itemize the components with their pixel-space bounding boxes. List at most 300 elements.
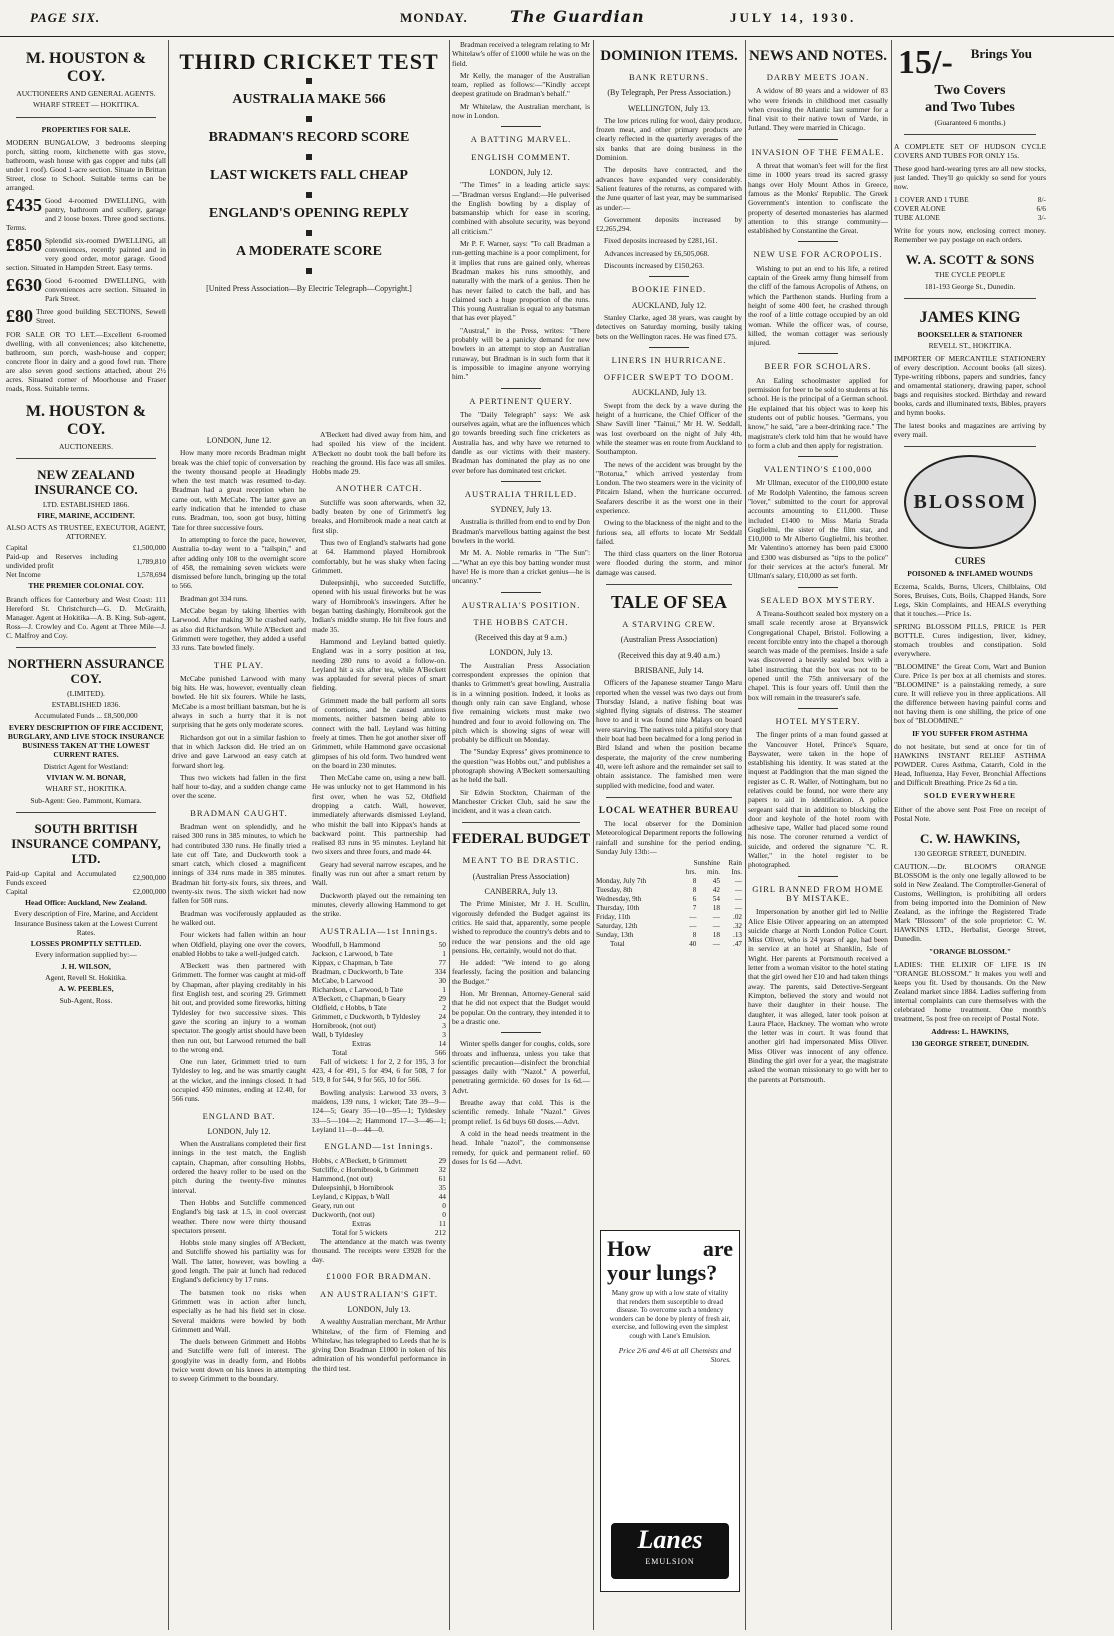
insurance-services: ALSO ACTS AS TRUSTEE, EXECUTOR, AGENT, ATTORNEY. [6,522,166,542]
insurance-financials [6,543,166,579]
text-cell: Good 4-roomed DWELLING, with pantry, bathroom and scullery, garage and 2 loose boxes. Three good sections. Terms. [6,195,166,232]
insurance-established: ESTABLISHED 1836. [51,699,121,709]
scorecard-heading: AUSTRALIA—1st Innings. [319,925,439,936]
article-paragraph: "The Times" in a leading article says:—"Bradman versus England:—He pulverised the English bowling by a display of batsmanship which for ease in scoring, combined with absolute security, was beyond all criticism." [452,180,590,236]
text-cell: 212 [434,1227,446,1237]
article-deck: LAST WICKETS FALL CHEAP [209,168,408,183]
insurance-agent-address: WHARF ST., HOKITIKA. [45,784,127,794]
section-heading: LINERS IN HURRICANE. [611,354,727,365]
insurance-established: LTD. ESTABLISHED 1866. [42,500,130,510]
article-paragraph: How many more records Bradman might break was the chief topic of conversation by the twenty thousand people at Headingly when the test match was resumed to-day. Bradman had a great reception when he came out, with McCabe. The latter gave an early indication that he intended to chase runs. Bradman, too, soon got busy, hitting Tate for three successive fours. [172,448,306,532]
article-paragraph: "Austral," in the Press, writes: "There probably will be a panicky demand for new bowlers in an attempt to stop an Australian runaway, but Bradman is in such form that it is impossible to imagine anyone worrying him." [452,325,590,382]
column-rule [745,40,746,1630]
advertisement-text: Breathe away that cold. This is the scientific remedy. Inhale "Nazol." Gives prompt relief. 1s 6d buys 60 doses.—Advt. [452,1098,590,1126]
weather-row [596,895,742,904]
text-cell: Good 6-roomed DWELLING, with conveniences acre section. Situated in Park Street. [45,275,166,303]
article-paragraph: The "Sunday Express" gives prominence to the question "was Hobbs out," and publishes a photograph showing A'Beckett somersaulting as he held the ball. [452,747,590,785]
text-cell: Grimmett, c Duckworth, b Tyldesley [312,1011,421,1021]
article-paragraph: Duckworth played out the remaining ten minutes, cleverly allowing Hammond to get the strike. [312,890,446,919]
insurance-tagline: THE PREMIER COLONIAL COY. [28,581,144,591]
text-cell: hrs. [685,868,697,877]
section-heading: ANOTHER CATCH. [335,483,423,494]
article-credit: (Australian Press Association) [472,871,570,881]
score-row [312,1003,446,1012]
text-cell: 1 [442,948,446,958]
article-paragraph: A Treana-Southcott sealed box mystery on a small scale recently arose at Bryanswick Congregational Chapel, Bristol. Following a recent forcible entry into the chapel a thorough search was made of the premises. Inside a safe was discovered a heavily sealed box with a label instructing that the box was not to be opened until the 75th anniversary of the chapel. This is four years off. Until then the box will remain in the treasurer's safe. [748,608,888,702]
text-cell: Wednesday, 9th [596,895,642,904]
bowling-analysis: Bowling analysis: Larwood 33 overs, 3 maidens, 139 runs, 1 wicket; Tate 39—9—124—5; Geary 35—10—95—1; Tyldesley 33—5—104—2; Hammond 17—3—46—1; Leyland 11—0—44—0. [312,1087,446,1134]
article-dateline: LONDON, July 13. [489,648,553,658]
text-cell: Total [332,1047,348,1057]
text-cell: .13 [733,931,742,940]
text-cell: 8 [692,886,697,895]
text-cell: 11 [438,1218,446,1228]
article-paragraph: An Ealing schoolmaster applied for permission for beer to be sold to students at his school. He is the principal of a German school. He explained that his object was to keep his students out of public houses. "Germans, you know," he said, "are a beer-drinking race." The magistrate's clerk told him that he would have to form a club and then apply for registration. [748,375,888,450]
text-cell: 30 [438,975,446,985]
article-dateline: SYDNEY, July 13. [490,505,552,515]
firm-address: 181-193 George St., Dunedin. [924,281,1016,291]
article-paragraph: Then McCabe came on, using a new ball. He was unlucky not to get Hammond in his first over, when he was 52, Oldfield dropping a catch. Wall, however, immediately afterwards dismissed Leyland, who mishit the ball into Kippax's hands at backward point. This partnership had realised 83 runs in 95 minutes. Leyland hit two sixers and three fours, and made 44. [312,773,446,857]
masthead-day: MONDAY. [400,10,468,25]
section-heading: £1000 FOR BRADMAN. [326,1271,432,1282]
article-dateline: LONDON, June 12. [206,436,272,445]
advertisement-body: The latest books and magazines are arriving by every mail. [894,421,1046,440]
text-cell: — [734,886,742,895]
text-cell: .47 [733,940,742,949]
advertisement-headline: How are your lungs? [607,1236,733,1285]
section-subheading: AN AUSTRALIAN'S GIFT. [319,1288,438,1299]
article-credit: (By Telegraph, Per Press Association.) [607,88,731,98]
text-cell: 44 [438,1191,446,1201]
text-cell: 334 [434,966,446,976]
text-cell: Extras [352,1218,371,1228]
section-heading: A BATTING MARVEL. [470,134,572,145]
section-heading: SEALED BOX MYSTERY. [760,594,876,605]
section-heading: AUSTRALIA THRILLED. [464,488,578,499]
column-3-articles [452,40,590,1630]
insurance-company-name: SOUTH BRITISH INSURANCE COMPANY, LTD. [11,820,161,866]
advertisement-body: Eczema, Scalds, Burns, Ulcers, Chilblains, Old Sores, Bruises, Cuts, Boils, Chapped Hands, Sore Legs, Skin Complaints, and HEALS everything that it touches.—Price 1s. [894,582,1046,619]
insurance-funds: Accumulated Funds ... £8,500,000 [34,711,138,721]
advertisement-body: do not hesitate, but send at once for tin of HAWKINS INSTANT RELIEF ASTHMA POWDER. Cures Asthma, Catarrh, Cold in the Head, Influenza, Hay Fever, Bronchial Affections and Difficult Breathing. Price 2s 6d a tin. [894,742,1046,788]
text-cell: 29 [438,993,446,1003]
score-row [312,1219,446,1228]
text-cell: Sutcliffe, c Hornibrook, b Grimmett [312,1164,419,1174]
property-listing [6,307,166,326]
cricket-column-left [172,430,306,1387]
article-paragraph: Sutcliffe was soon afterwards, when 32, badly beaten by one of Grimmett's leg breaks, and Hornibrook made a neat catch at first slip. [312,497,446,535]
article-paragraph: A threat that woman's feet will for the first time in 1000 years tread its sacred grassy hangs over Holy Mount Athos in Greece, famous as the Monks' Republic. The Greek Government's intention to confiscate the property of deserted monasteries has alarmed attention to this strange community—established by Constantine the Great. [748,161,888,236]
score-row [312,1165,446,1174]
score-total-row [312,1048,446,1057]
insurance-head-office: Head Office: Auckland, New Zealand. [25,897,147,907]
text-cell: 1,578,694 [136,570,166,580]
weather-row [596,931,742,940]
article-credit: (Australian Press Association) [620,635,718,645]
cricket-article [172,40,446,1630]
text-cell: Saturday, 12th [596,922,638,931]
firm-name: W. A. SCOTT & SONS [905,252,1035,268]
text-cell: Capital [6,886,28,896]
firm-subtitle: BOOKSELLER & STATIONER [917,329,1023,339]
text-cell: — [689,913,697,922]
advertisement-heading: CURES [954,556,986,567]
article-paragraph: Australia is thrilled from end to end by Don Bradman's marvellous batting against the best bowlers in the world. [452,517,590,546]
article-dateline: CANBERRA, July 13. [484,887,558,897]
firm-subtitle: AUCTIONEERS. [59,441,113,451]
text-cell: Capital [6,543,28,553]
firm-name: M. HOUSTON & COY. [25,50,147,85]
section-heading: THE PLAY. [213,659,265,670]
property-listing [6,138,166,192]
text-cell: Paid-up and Reserves including undivided profit [6,552,118,571]
article-headline: DOMINION ITEMS. [600,48,738,64]
text-cell: Tuesday, 8th [596,886,633,895]
text-cell: Jackson, c Larwood, b Tate [312,948,393,958]
text-cell: 3 [442,1029,446,1039]
advertisement-body: LADIES: THE ELIXIR OF LIFE IS IN "ORANGE BLOSSOM." It makes you well and keeps you fit. Used by thousands. On the New Zealand market since 1884. Ladies suffering from internal complaints can cure themselves with the celebrated home treatment. One month's treatment, 5s post free on receipt of Postal Note. [894,960,1046,1024]
insurance-tagline: LOSSES PROMPTLY SETTLED. [30,939,142,949]
firm-name: M. HOUSTON & COY. [25,402,147,438]
text-cell: Hornibrook, (not out) [312,1020,376,1030]
score-row [312,958,446,967]
article-paragraph: Hobbs stole many singles off A'Beckett, and Sutcliffe showed his partiality was for Wall. The latter, however, was bowling a good length. The pair at lunch had reduced England's deficiency by 17 runs. [172,1238,306,1285]
text-cell: Total for 5 wickets [332,1227,388,1237]
article-paragraph: Impersonation by another girl led to Nellie Alice Elsie Oliver appearing on an attempted suicide charge at North London Police Court. Miss Oliver, who is 24 years of age, had been in service at an hotel at Shanklin, Isle of Wight. Her parents at Portsmouth received a letter from a woman visitor to the hotel stating that the girl owed her £10 and had taken things away. The parents, said Detective-Sergeant Kimpton, believed the story and would not have their daughter in their house. The daughter, it was alleged, later took poison at Laura Place, Hackney. The woman who wrote the letter was in court. It was found that another girl had impersonated Miss Oliver. Miss Oliver was innocent of any offence. Binding the girl over for a year, the magistrate asked the woman missionary to go with her to the parents at Portsmouth. [748,907,888,1084]
advertisement-body: Either of the above sent Post Free on receipt of Postal Note. [894,804,1046,823]
firm-subtitle: AUCTIONEERS AND GENERAL AGENTS. [16,89,156,98]
text-cell: 45 [712,877,720,886]
advertisement-tagline: Brings You [970,46,1033,61]
text-cell: Extras [352,1038,371,1048]
insurance-financials [6,869,166,896]
text-cell: 566 [434,1047,446,1057]
masthead [0,0,1114,37]
column-6-advertisements [894,40,1046,1630]
article-paragraph: Thus two wickets had fallen in the first half hour to-day, and a sudden change came over the scene. [172,772,306,801]
price-row [894,213,1046,222]
text-cell: — [712,940,720,949]
advertisement-guarantee: (Guaranteed 6 months.) [934,118,1006,127]
firm-address: Address: L. HAWKINS, [931,1027,1009,1037]
section-heading: BRADMAN CAUGHT. [190,807,288,818]
article-paragraph: Bradman got 334 runs. [180,593,248,603]
article-dateline: AUCKLAND, July 13. [631,388,707,398]
firm-address: 130 GEORGE STREET, DUNEDIN. [911,1038,1029,1048]
insurance-description: EVERY DESCRIPTION OF FIRE ACCIDENT, BURGLARY, AND LIVE STOCK INSURANCE BUSINESS TAKEN AT THE LOWEST CURRENT RATES. [7,722,165,760]
section-subheading: OFFICER SWEPT TO DOOM. [603,372,735,383]
article-paragraph: One run later, Grimmett tried to turn Tyldesley to leg, and he was smartly caught at the wicket, and the innings closed. It had occupied 450 minutes, ending at 12.40, for 566 runs. [172,1057,306,1104]
advertisement-body: SPRING BLOSSOM PILLS, PRICE 1s PER BOTTLE. Cures indigestion, liver, kidney, stomach troubles and constipation. Sold everywhere. [894,622,1046,659]
firm-address: REVELL ST., HOKITIKA. [928,341,1012,351]
text-cell: 77 [438,957,446,967]
hudson-cycle-advertisement [894,40,1046,291]
text-cell: COVER ALONE [894,204,946,214]
section-heading: GIRL BANNED FROM HOME BY MISTAKE. [752,883,884,903]
text-cell: A'Beckett, c Chapman, b Geary [312,993,406,1003]
section-heading: INVASION OF THE FEMALE. [751,146,885,157]
text-cell: 1,789,810 [136,556,166,566]
insurance-lines: FIRE, MARINE, ACCIDENT. [37,511,135,521]
score-row [312,967,446,976]
insurance-agent-label: District Agent for Westland: [43,761,129,771]
score-row [312,1039,446,1048]
section-heading: BEER FOR SCHOLARS. [764,361,872,372]
text-cell: — [712,922,720,931]
article-paragraph: The finger prints of a man found gassed at the Vancouver Hotel, Prince's Square, Bayswater, were taken in the hope of establishing his identity. It was stated at the inquest at Paddington that the man signed the register as C. R. Waller, of Nottingham, but no relatives could be found, nor were there any papers to aid in identification. A police sergeant said that in addition to blocking the door and keyhole of the hotel room with adhesive tape, Waller had placed some round his nose. The coroner returned a verdict of suicide, and ordered the signature "C. R. Waller," in the hotel register to be photographed. [748,730,888,870]
article-paragraph: In attempting to force the pace, however, Australia to-day went to a "tailspin," and after adding only 108 to the overnight score of 458, the remaining seven wickets were dismissed before lunch, bringing up the total to 566. [172,534,306,591]
article-paragraph: The duels between Grimmett and Hobbs and Sutcliffe were full of interest. The googlyite was in deadly form, and Hobbs twice went down on his knees in attempting to sweep Grimmett to the boundary. [172,1337,306,1384]
text-cell: 1 COVER AND 1 TUBE [894,195,969,205]
text-cell: MODERN BUNGALOW, 3 bedrooms sleeping porch, sitting room, kitchenette with gas stove, bathroom, wash house with gas copper and tubs (all under 1 roof). Good 1-acre section. Situate in Brittan Street, close to School. Suitable terms can be arranged. [6,137,166,192]
text-cell: £850 [6,234,42,255]
text-cell: Ins. [731,868,742,877]
insurance-agent-name: J. H. WILSON, [61,961,111,971]
advertisement-body: Write for yours now, enclosing correct money. Remember we pay postage on each orders. [894,226,1046,245]
article-paragraph: The low prices ruling for wool, dairy produce, frozen meat, and other primary products are clearly reflected in the quarterly averages of the six banks that are doing business in the Dominion. [596,115,742,163]
column-4-dominion-items [596,40,742,1630]
article-paragraph: Thus two of England's stalwarts had gone at 64. Hammond played Hornibrook comfortably, but he was shaky when facing Grimmett. [312,537,446,575]
text-cell: 40 [689,940,697,949]
score-row [312,949,446,958]
article-dateline: LONDON, July 13. [347,1305,411,1314]
insurance-sub-agent: Sub-Agent: Geo. Pammont, Kumara. [30,795,142,805]
column-rule [449,40,450,1630]
text-cell: 3/- [1037,213,1046,223]
text-cell: Thursday, 10th [596,904,640,913]
text-cell: min. [706,868,720,877]
text-cell: Oldfield, c Hobbs, b Tate [312,1002,387,1012]
property-listing [6,236,166,272]
article-headline: NEWS AND NOTES. [749,48,887,64]
article-dateline: LONDON, July 12. [207,1126,271,1136]
score-row [312,1156,446,1165]
article-paragraph: Four wickets had fallen within an hour when Oldfield, playing one over the covers, enabled Hobbs to take a well-judged catch. [172,930,306,958]
weather-unit-row [596,868,742,877]
text-cell: 35 [438,1182,446,1192]
text-cell: 29 [438,1155,446,1165]
column-1-advertisements [6,40,166,1630]
article-paragraph: Mr Whitelaw, the Australian merchant, is now in London. [452,101,590,121]
article-paragraph: Owing to the blackness of the night and to the furious sea, all efforts to locate Mr Seddall failed. [596,518,742,546]
section-heading: AUSTRALIA'S POSITION. [461,599,581,610]
score-row [312,1021,446,1030]
advertisement-body: Many grow up with a low state of vitality that renders them susceptible to dread disease. To overcome such a tendency wonders can be done by plenty of fresh air, exercise, and following even the simplest cough with Lane's Emulsion. [609,1289,731,1340]
text-cell: Geary, run out [312,1200,355,1210]
article-dateline: AUCKLAND, July 12. [631,300,707,310]
text-cell: 1 [442,984,446,994]
advertisement-subheading: POISONED & INFLAMED WOUNDS [907,568,1033,578]
brand-subtitle: EMULSION [645,1557,695,1566]
score-row [312,976,446,985]
text-cell: Splendid six-roomed DWELLING, all conveniences, recently painted and in very good order, motor garage. Good section. Situated in Hampden Street. Easy terms. [6,235,166,272]
text-cell: £630 [6,274,42,295]
text-cell: 18 [712,931,720,940]
weather-header-row [596,859,742,868]
article-paragraph: McCabe began by taking liberties with Larwood. After making 30 he crashed early, as also did Richardson. While A'Beckett and Grimmett were together, they added a useful 33 runs. Tate bowled finely. [172,606,306,653]
property-listing [6,330,166,393]
insurance-branch-info: Branch offices for Canterbury and West Coast: 111 Hereford St. Christchurch—G. D. McGraith, Manager. Agent at Hokitika—A. B. King. Sub-agent, Ross—J. Crowley and Co. Agent at Three Mile—J. C. Malfroy and Coy. [6,594,166,640]
weather-row [596,886,742,895]
text-cell: 6/6 [1036,204,1046,214]
text-cell: Rain [728,859,742,868]
insurance-info-label: Every information supplied by:— [35,950,137,960]
text-cell: — [734,904,742,913]
weather-row [596,913,742,922]
article-paragraph: Grimmett made the ball perform all sorts of contortions, and he caused anxious moments, neither batsmen being able to connect with the ball. Leyland was hitting freely at times. Then he got another sixer off Grimmett, while Hammond gave occasional glimpses of his old form. Two hundred went on the board in 230 minutes. [312,695,446,770]
article-paragraph: Bradman received a telegram relating to Mr Whitelaw's offer of £1000 while he was on the field. [452,40,590,68]
text-cell: 61 [438,1173,446,1183]
text-cell: £80 [6,305,33,326]
score-total-row [312,1228,446,1237]
text-cell: 42 [712,886,720,895]
advertisement-tagline: SOLD EVERYWHERE [923,791,1017,801]
section-heading: ENGLAND BAT. [202,1110,276,1121]
article-paragraph: Wishing to put an end to his life, a retired captain of the Greek army flung himself from the cliff of the famous Acropolis of Athens, on which the Parthenon stands. Hurling from a height of some 400 feet, he crashed through the roof of a little cottage occupied by an old woman. While the officer was, of course, killed, the woman cottager was seriously injured. [748,263,888,348]
brand-name: Lanes [637,1525,703,1554]
text-cell: Paid-up Capital and Accumulated Funds exceed [6,868,116,887]
weather-table [596,859,742,949]
section-heading: VALENTINO'S £100,000 [763,464,873,475]
article-dateline: LONDON, July 12. [489,167,553,177]
text-cell: Net Income [6,570,41,580]
article-deck: BRADMAN'S RECORD SCORE [208,130,410,145]
text-cell: Kippax, c Chapman, b Tate [312,957,393,967]
text-cell: Hobbs, c A'Beckett, b Grimmett [312,1155,407,1165]
text-cell: 2 [442,1002,446,1012]
cricket-column-right [312,430,446,1376]
weather-row [596,922,742,931]
text-cell: 7 [692,904,697,913]
article-deck: A MODERATE SCORE [236,244,382,259]
advertisement-offer: Two Covers [934,83,1006,98]
advertisement-brand [611,1523,729,1579]
fall-of-wickets: Fall of wickets: 1 for 2, 2 for 195, 3 for 423, 4 for 491, 5 for 494, 6 for 508, 7 for 519, 8 for 544, 9 for 565, 10 for 566. [312,1056,446,1085]
text-cell: — [734,895,742,904]
england-scorecard [312,1156,446,1237]
text-cell: 8/- [1037,195,1046,205]
text-cell: Sunday, 13th [596,931,634,940]
advertisement-body: A COMPLETE SET OF HUDSON CYCLE COVERS AND TUBES FOR ONLY 15s. [894,142,1046,161]
article-paragraph: Fixed deposits increased by £281,161. [604,236,718,246]
article-paragraph: The news of the accident was brought by the "Rotorua," which arrived yesterday from London. The two steamers were in the vicinity of Pitcairn Island, when the hurricane occurred. Seafarers describe it as the worst one in their experience. [596,459,742,515]
weather-total-row [596,940,742,949]
insurance-company-name: NORTHERN ASSURANCE COY. [7,655,165,686]
score-row [312,1183,446,1192]
score-row [312,1030,446,1039]
article-paragraph: Advances increased by £6,505,068. [604,248,710,258]
text-cell: Monday, July 7th [596,877,647,886]
article-deck: AUSTRALIA MAKE 566 [232,92,386,107]
advertisement-body: These good hard-wearing tyres are all new stocks, just landed. They'll go quickly so send for yours now. [894,164,1046,192]
article-dateline: WELLINGTON, July 13. [627,103,711,113]
advertisement-subheading: IF YOU SUFFER FROM ASTHMA [912,729,1028,739]
text-cell: 8 [692,877,697,886]
insurance-agent-address: Agent, Revell St. Hokitika. [45,973,127,983]
advertisement-price: Price 2/6 and 4/6 at all Chemists and Stores. [618,1346,731,1365]
article-paragraph: Mr P. F. Warner, says: "To call Bradman a run-getting machine is a poor compliment, for it implies that runs are gained only, whereas Bradman makes his runs smoothly, and naturally with the mark of a genius. Then he has never failed to catch the ball, and has claimed such a huge proportion of the runs. This young Australian is equal to any batsman that has ever played." [452,239,590,323]
score-row [312,1201,446,1210]
article-paragraph: A'Beckett was then partnered with Grimmett. The former was caught at mid-off by Chapman, after playing creditably in his first English test, and scoring 29. Grimmett hit out, and provided some fireworks, hitting Tyldesley for two successive sixes. This gave the scoring an injury to a woman spectator. The googly artist should have been then run out, but Larwood returned the ball to the wrong end. [172,961,306,1054]
firm-name: JAMES KING [919,308,1021,326]
australia-scorecard [312,940,446,1057]
section-heading: BANK RETURNS. [628,72,710,82]
text-cell: 54 [712,895,720,904]
insurance-company-name: NEW ZEALAND INSURANCE CO. [34,467,138,498]
article-paragraph: A widow of 80 years and a widower of 83 who were friends in childhood met casually when crossing the Atlantic last summer for a final visit to their native town of Varde, in Jutland. They were married in Chicago. [748,86,888,133]
insurance-agent-name: VIVIAN W. M. BONAR, [46,773,126,783]
article-note: (Received this day at 9.40 a.m.) [618,650,720,660]
text-cell: Bradman, c Duckworth, b Tate [312,966,403,976]
advertisement-body: IMPORTER OF MERCANTILE STATIONERY of every description. Account books (all sizes). Type-writing ribbons, papers and sundries, fancy and ornamental stationery, drawing paper, school bags and requisites stocked. Birthday and reward books, cards and illuminated texts, Bibles, prayers and hymn books. [894,354,1046,418]
score-row [312,940,446,949]
text-cell: — [712,913,720,922]
section-heading: HOTEL MYSTERY. [775,715,861,726]
james-king-advertisement [894,309,1046,440]
score-row [312,1192,446,1201]
article-headline: THIRD CRICKET TEST [179,49,439,74]
insurance-description: Every description of Fire, Marine, and Accident Insurance Business taken at the Lowest Current Rates. [14,909,158,937]
text-cell: Woodfull, b Hammond [312,939,381,949]
section-heading: LOCAL WEATHER BUREAU [598,804,740,815]
section-subheading: ENGLISH COMMENT. [471,151,571,162]
page-number: PAGE SIX. [30,10,101,25]
article-paragraph: He added: "We intend to go along fearlessly, facing the position and balancing the Budget." [452,958,590,986]
text-cell: McCabe, b Larwood [312,975,373,985]
text-cell: Friday, 11th [596,913,631,922]
article-paragraph: The Australian Press Association correspondent expresses the opinion that thanks to Grimmett's great bowling, Australia is in a winning position. Indeed, it looks as though only rain can save England, whose five remaining wickets must make two hundred and four to avoid following on. The pitch which is showing signs of wear will probably be difficult on Monday. [452,660,590,745]
weather-row [596,877,742,886]
text-cell: 18 [712,904,720,913]
text-cell: 0 [442,1209,446,1219]
article-credit: [United Press Association—By Electric Telegraph—Copyright.] [206,284,412,293]
blossom-advertisement [894,455,1046,1047]
text-cell: Duckworth, (not out) [312,1209,375,1219]
text-cell: 6 [692,895,697,904]
article-paragraph: Stanley Clarke, aged 38 years, was caught by detectives on Saturday morning, busily taking bets on the Wellington races. He was fined £75. [596,312,742,341]
score-row [312,1012,446,1021]
text-cell: TUBE ALONE [894,213,940,223]
property-listing [6,276,166,303]
text-cell: .02 [733,913,742,922]
article-paragraph: Mr Kelly, the manager of the Australian team, replied as follows:—"Kindly accept deepest gratitude on Bradman's behalf." [452,70,590,99]
text-cell: — [689,922,697,931]
firm-subtitle: THE CYCLE PEOPLE [934,270,1006,280]
text-cell: FOR SALE OR TO LET.—Excellent 6-roomed dwelling, with all conveniences; also kitchenette, bathroom, sun porch, wash-house and copper; concrete floor in dairy and a good fowl run. There are also seven good sections attached, about 2½ acres. Situated corner of Moorhouse and Fraser roads, Ross. Suitable terms. [6,329,166,393]
price-row [894,204,1046,213]
text-cell: — [734,877,742,886]
article-paragraph: Swept from the deck by a wave during the height of a hurricane, the Chief Officer of the Shaw Savill liner "Tainui," Mr H. W. Seddall, was lost overboard on the night of July 4th, while the steamer was en route from Auckland to Southampton. [596,400,742,457]
advertisement-text: Winter spells danger for coughs, colds, sore throats and influenza, unless you take that scientific precaution—disinfect the bronchial passages daily with "Nazol." A powerful, penetrating germicide. 60 doses for 1s 6d.—Advt. [452,1039,590,1095]
article-paragraph: Sir Edwin Stockton, Chairman of the Manchester Cricket Club, said he saw the incident, and it was a clean catch. [452,787,590,816]
article-paragraph: Discounts increased by £150,263. [604,261,704,271]
article-paragraph: When the Australians completed their first innings in the test match, the English captain, Chapman, after consulting Hobbs, ordered the heavy roller to be used on the pitch during the twenty-five minutes interval. [172,1139,306,1195]
article-paragraph: Then Hobbs and Sutcliffe commenced England's big task at 1.5, in cool overcast weather. There now were thirty thousand spectators present. [172,1197,306,1235]
article-dateline: BRISBANE, July 14. [634,665,704,675]
text-cell: £1,500,000 [132,543,166,553]
article-headline: FEDERAL BUDGET [452,831,590,848]
article-paragraph: Bradman was vociferously applauded as he walked out. [172,908,306,927]
lanes-emulsion-advertisement [600,1230,740,1592]
article-paragraph: The deposits have contracted, and the advances have expanded very considerably. Salient features of the returns, as compared with the June quarter of last year, may be summarised as under:— [596,165,742,212]
article-paragraph: Geary had several narrow escapes, and he finally was run out after a smart return by Wall. [312,859,446,888]
text-cell: Richardson, c Larwood, b Tate [312,984,403,994]
text-cell: 0 [442,1200,446,1210]
text-cell: £2,900,000 [132,873,166,883]
firm-name: C. W. HAWKINS, [919,830,1021,846]
article-paragraph: The "Daily Telegraph" says: We ask ourselves again, what are the influences which go towards breeding such fine cricketers as Australia has, and why have we returned to dandle as our victims with their mastery. Bradman has dominated the play as no one ever before has dominated test cricket. [452,409,590,475]
price-list [894,195,1046,222]
